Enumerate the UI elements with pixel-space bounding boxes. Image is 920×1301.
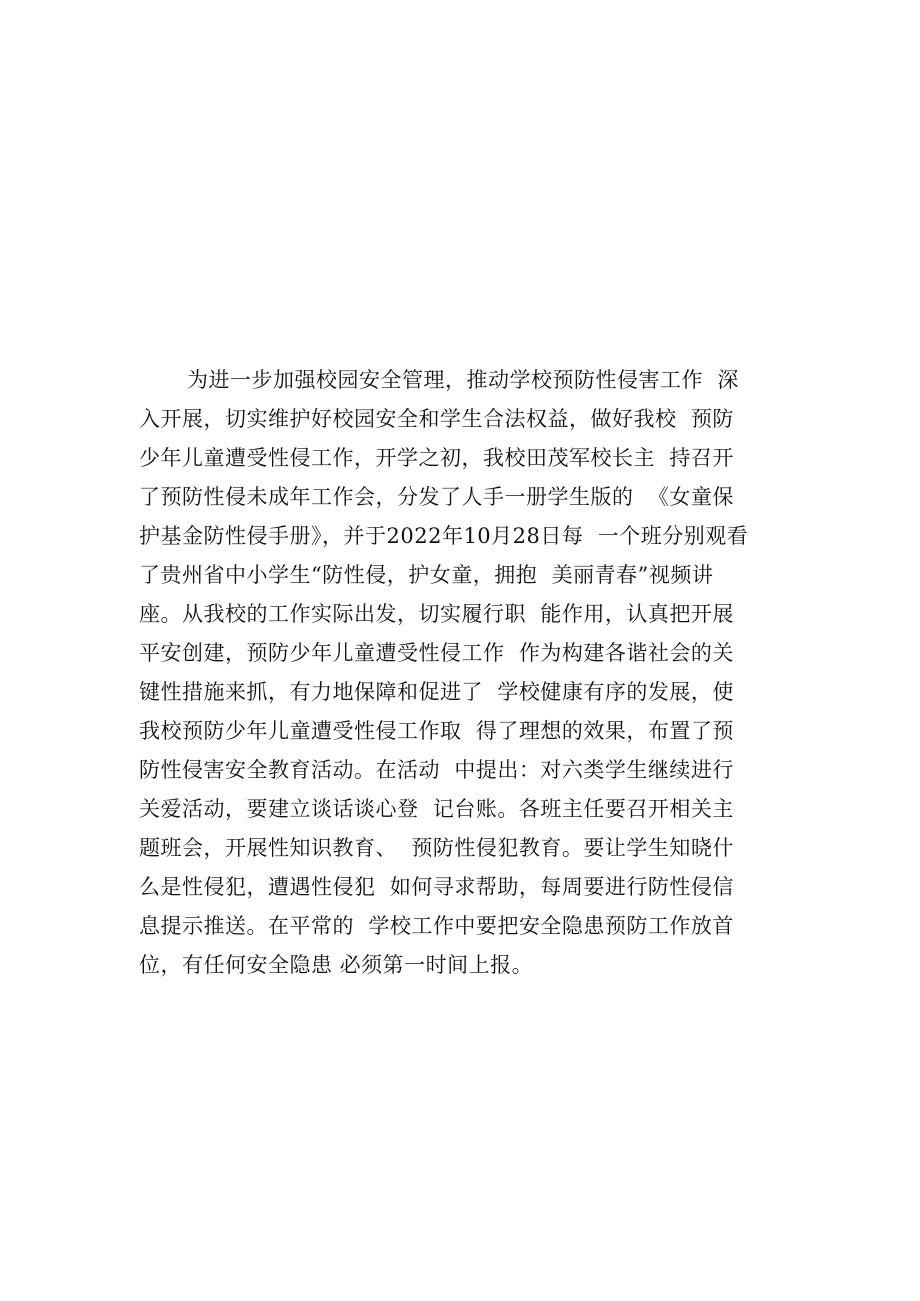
paragraph-line: 少年儿童遭受性侵工作，开学之初，我校田茂军校长主 持召开: [139, 446, 734, 470]
body-paragraph: [139, 361, 799, 985]
paragraph-line: 防性侵害安全教育活动。在活动 中提出：对六类学生继续进行: [139, 758, 734, 782]
paragraph-line: 入开展，切实维护好校园安全和学生合法权益，做好我校 预防: [139, 407, 734, 431]
paragraph-line: 关爱活动，要建立谈话谈心登 记台账。各班主任要召开相关主: [139, 797, 734, 821]
paragraph-line: 我校预防少年儿童遭受性侵工作取 得了理想的效果，布置了预: [139, 719, 734, 743]
paragraph-line: 座。从我校的工作实际出发，切实履行职 能作用，认真把开展: [139, 602, 734, 626]
paragraph-line: 位，有任何安全隐患 必须第一时间上报。: [139, 953, 534, 977]
paragraph-line: 键性措施来抓，有力地保障和促进了 学校健康有序的发展，使: [139, 680, 734, 704]
paragraph-line: 题班会，开展性知识教育、 预防性侵犯教育。要让学生知晓什: [139, 836, 734, 860]
paragraph-line: 么是性侵犯，遭遇性侵犯 如何寻求帮助，每周要进行防性侵信: [139, 875, 734, 899]
paragraph-line: 为进一步加强校园安全管理，推动学校预防性侵害工作 深: [187, 368, 739, 392]
paragraph-line: 护基金防性侵手册》，并于2022年10月28日每 一个班分别观看: [139, 524, 749, 548]
paragraph-line: 了预防性侵未成年工作会，分发了人手一册学生版的 《女童保: [139, 485, 734, 509]
paragraph-line: 了贵州省中小学生“防性侵，护女童，拥抱 美丽青春”视频讲: [139, 563, 714, 587]
paragraph-line: 息提示推送。在平常的 学校工作中要把安全隐患预防工作放首: [139, 914, 734, 938]
paragraph-line: 平安创建，预防少年儿童遭受性侵工作 作为构建各谐社会的关: [139, 641, 734, 665]
